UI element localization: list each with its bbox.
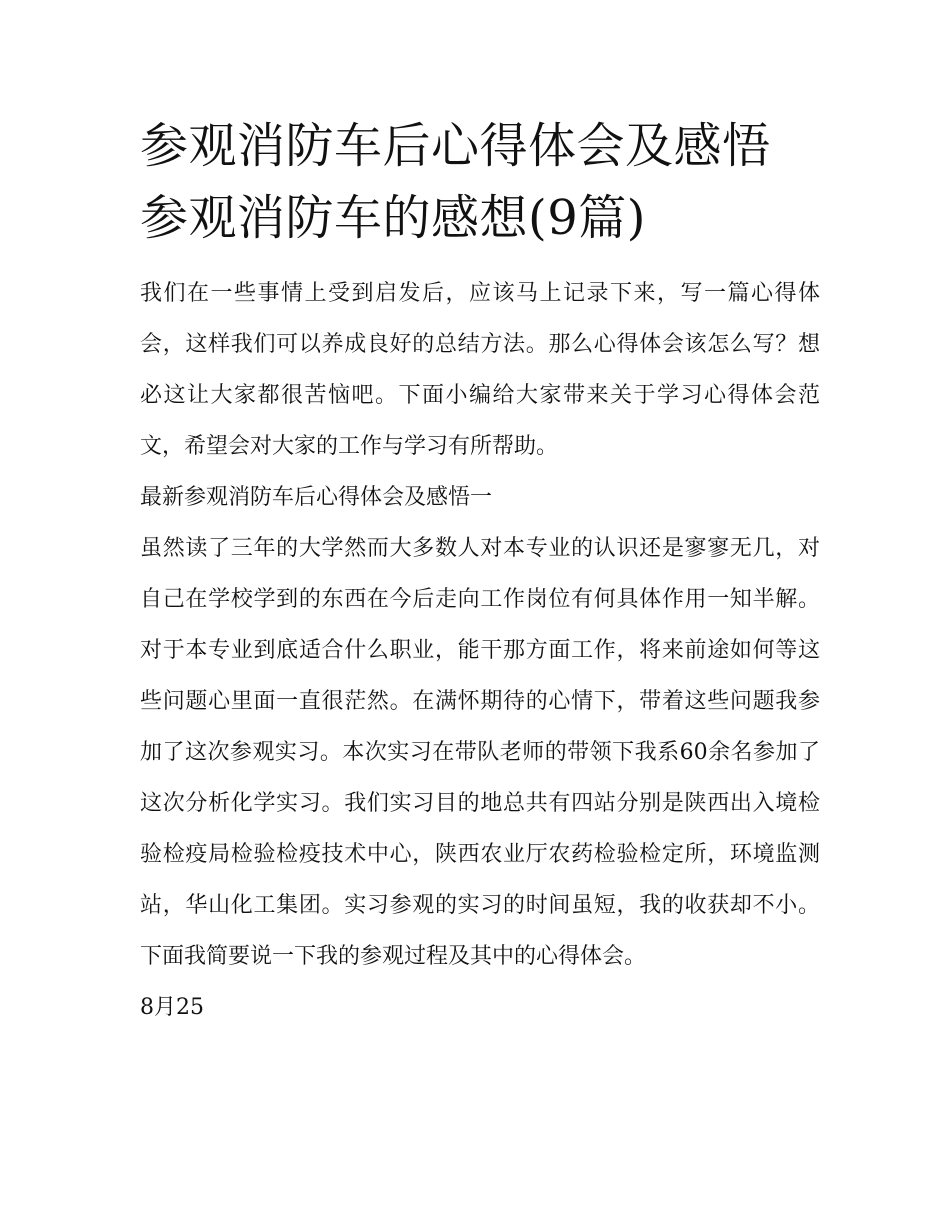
document-body [140, 268, 820, 1033]
intro-paragraph: 我们在一些事情上受到启发后，应该马上记录下来，写一篇心得体会，这样我们可以养成良好的总结方法。那么心得体会该怎么写？想必这让大家都很苦恼吧。下面小编给大家带来关于学习心得体会范文，希望会对大家的工作与学习有所帮助。 [140, 281, 820, 459]
date-fragment: 8月25 [140, 995, 204, 1020]
body-paragraph: 虽然读了三年的大学然而大多数人对本专业的认识还是寥寥无几，对自己在学校学到的东西在今后走向工作岗位有何具体作用一知半解。对于本专业到底适合什么职业，能干那方面工作，将来前途如何等这些问题心里面一直很茫然。在满怀期待的心情下，带着这些问题我参加了这次参观实习。本次实习在带队老师的带领下我系60余名参加了这次分析化学实习。我们实习目的地总共有四站分别是陕西出入境检验检疫局检验检疫技术中心，陕西农业厅农药检验检定所，环境监测站，华山化工集团。实习参观的实习的时间虽短，我的收获却不小。下面我简要说一下我的参观过程及其中的心得体会。 [140, 536, 820, 969]
section-heading: 最新参观消防车后心得体会及感悟一 [140, 485, 493, 510]
document-page [140, 110, 820, 1033]
document-title [140, 110, 820, 254]
title-line-2: 参观消防车的感想(9篇) [140, 190, 646, 246]
title-line-1: 参观消防车后心得体会及感悟 [140, 118, 771, 174]
